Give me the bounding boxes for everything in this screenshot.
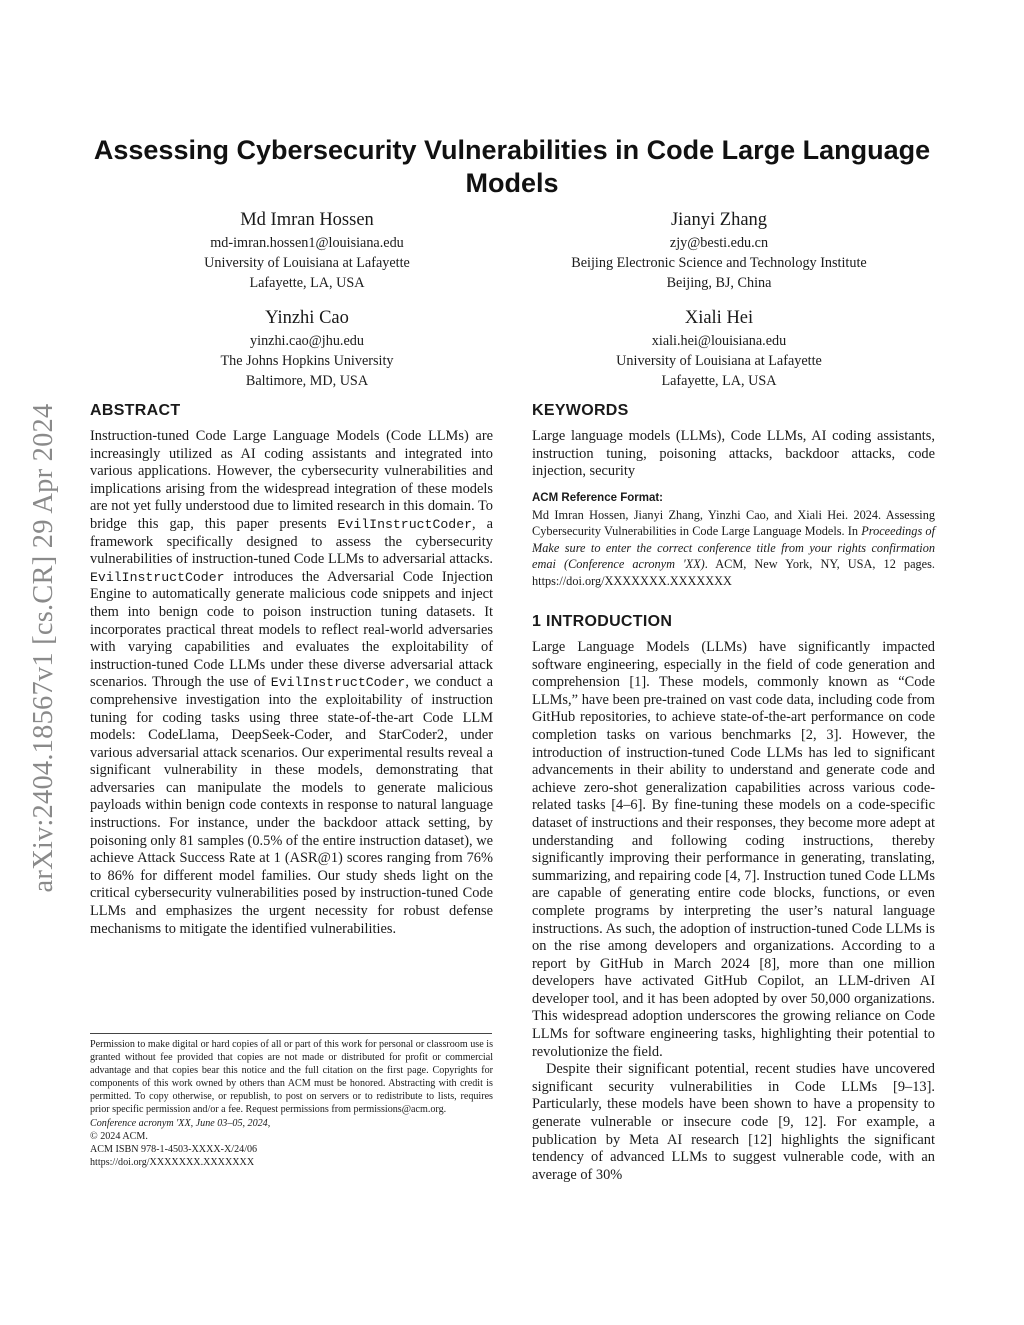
author-affiliation: Beijing Electronic Science and Technology Institute bbox=[571, 255, 867, 271]
conference-line: Conference acronym 'XX, June 03–05, 2024, bbox=[90, 1117, 271, 1129]
author-email: xiali.hei@louisiana.edu bbox=[651, 333, 787, 349]
acm-reference-text bbox=[532, 507, 935, 589]
author-block bbox=[529, 305, 909, 391]
author-name: Md Imran Hossen bbox=[240, 210, 374, 230]
acm-reference-heading: ACM Reference Format: bbox=[532, 492, 663, 504]
copyright-line: © 2024 ACM. bbox=[90, 1130, 148, 1142]
tool-name: EvilInstructCoder bbox=[90, 569, 225, 585]
author-name: Jianyi Zhang bbox=[670, 210, 768, 230]
abstract-text: , we conduct a comprehensive investigation into the exploitability of instruction tuning for coding tasks using three state-of-the-art Code LLM models: CodeLlama, DeepSeek-Coder, and StarCoder2, under various adversarial attack scenarios. Our experimental results reveal a significant vulnerability in these models, demonstrating that adversaries can manipulate the models to generate malicious payloads within benign code contexts in response to natural language instructions. For instance, under the backdoor attack setting, by poisoning only 81 samples (0.5% of the entire instruction dataset), we achieve Attack Success Rate at 1 (ASR@1) scores ranging from 76% to 86% for different model families. Our study sheds light on the critical cybersecurity vulnerabilities posed by instruction-tuned Code LLMs and emphasizes the urgent necessity for robust defense mechanisms to mitigate the identified vulnerabilities. bbox=[90, 674, 493, 937]
introduction-body bbox=[532, 639, 935, 1184]
tool-name: EvilInstructCoder bbox=[270, 675, 406, 691]
reference-part: Md Imran Hossen, Jianyi Zhang, Yinzhi Cao, and Xiali Hei. 2024. Assessing Cybersecurity Vulnerabilities in Code Large Language Models. In bbox=[532, 508, 935, 539]
author-location: Baltimore, MD, USA bbox=[245, 373, 369, 389]
paper-title: Assessing Cybersecurity Vulnerabilities in Code Large Language Models bbox=[93, 135, 931, 198]
abstract-text: , a framework specifically designed to assess the cybersecurity vulnerabilities of instruction-tuned Code LLMs to adversarial attacks. bbox=[90, 515, 493, 568]
author-location: Beijing, BJ, China bbox=[666, 275, 772, 291]
author-location: Lafayette, LA, USA bbox=[661, 373, 777, 389]
keywords-body bbox=[532, 428, 935, 481]
permission-notice: Permission to make digital or hard copies of all or part of this work for personal or classroom use is granted without fee provided that copies are not made or distributed for profit or commercial advantage and that copies bear this notice and the full citation on the first page. Copyrights for components of this work owned by others than ACM must be honored. Abstracting with credit is permitted. To copy otherwise, or republish, to post on servers or to redistribute to lists, requires prior specific permission and/or a fee. Request permissions from permissions@acm.org. bbox=[90, 1039, 493, 1116]
author-block bbox=[117, 305, 497, 391]
acm-reference bbox=[532, 492, 935, 589]
author-name: Yinzhi Cao bbox=[265, 308, 349, 328]
author-block bbox=[117, 207, 497, 293]
introduction-paragraph: Large Language Models (LLMs) have significantly impacted software engineering, especially in the field of code generation and comprehension [1]. These models, commonly known as “Code LLMs,” have been pre-trained on vast code data, including code from GitHub repositories, to achieve state-of-the-art performance on code completion tasks on various benchmarks [2, 3]. However, the introduction of instruction-tuned Code LLMs has led to significant advancements in their ability to understand and generate code and achieve zero-shot generalization capabilities across various code-related tasks [4–6]. By fine-tuning these models on a code-specific dataset of instructions and their responses, they become more adept at understanding and following coding instructions, thereby significantly improving their performance in generating, translating, summarizing, and repairing code [4, 7]. Instruction tuned Code LLMs are capable of generating entire code blocks, functions, or even complete programs by interpreting the user’s natural language instructions. As such, the adoption of instruction-tuned Code LLMs is on the rise among developers and organizations. According to a report by GitHub in March 2024 [8], more than one million developers have activated GitHub Copilot, an LLM-driven AI developer tool, and it has been adopted by over 50,000 organizations. This widespread adoption underscores the growing reliance on Code LLMs for software engineering tasks, highlighting their potential to revolutionize the field. bbox=[532, 639, 935, 1060]
author-email: zjy@besti.edu.cn bbox=[669, 235, 769, 251]
author-affiliation: University of Louisiana at Lafayette bbox=[204, 255, 410, 271]
abstract-text: introduces the Adversarial Code Injection Engine to automatically generate malicious code snippets and inject them into benign code to poison instruction tuning datasets. It incorporates practical threat models to reflect real-world adversaries with varying capabilities and evaluates the exploitability of instruction-tuned Code LLMs under these diverse adversarial attack scenarios. Through the use of bbox=[90, 568, 493, 691]
reference-part: . ACM, New York, NY, USA, 12 pages. https://doi.org/XXXXXXX.XXXXXXX bbox=[532, 557, 935, 588]
keywords-text: Large language models (LLMs), Code LLMs, AI coding assistants, instruction tuning, poisoning attacks, backdoor attacks, code injection, security bbox=[532, 428, 935, 480]
introduction-paragraph: Despite their significant potential, recent studies have uncovered significant security vulnerabilities in Code LLMs [9–13]. Particularly, these models have been shown to have a propensity to generate vulnerable or insecure code [9, 12]. For example, a publication by Meta AI research [12] highlights the significant tendency of advanced LLMs to suggest vulnerable code, with an average of 30% bbox=[532, 1061, 935, 1183]
author-email: md-imran.hossen1@louisiana.edu bbox=[210, 235, 404, 251]
copyright-footnote bbox=[90, 1038, 493, 1169]
author-email: yinzhi.cao@jhu.edu bbox=[250, 333, 364, 349]
isbn-line: ACM ISBN 978-1-4503-XXXX-X/24/06 bbox=[90, 1143, 258, 1155]
arxiv-sidebar-stamp bbox=[20, 355, 68, 940]
tool-name: EvilInstructCoder bbox=[337, 516, 473, 532]
introduction-heading: 1 INTRODUCTION bbox=[532, 613, 673, 630]
author-affiliation: University of Louisiana at Lafayette bbox=[616, 353, 822, 369]
author-block bbox=[529, 207, 909, 293]
abstract-paragraph bbox=[90, 428, 493, 938]
doi-line: https://doi.org/XXXXXXX.XXXXXXX bbox=[90, 1156, 255, 1168]
author-affiliation: The Johns Hopkins University bbox=[220, 353, 394, 369]
abstract-text: Instruction-tuned Code Large Language Models (Code LLMs) are increasingly utilized as AI coding assistants and integrated into various applications. However, the cybersecurity vulnerabilities and implications arising from the widespread integration of these models are not yet fully understood due to limited research in this domain. To bridge this gap, this paper presents bbox=[90, 428, 493, 532]
keywords-heading: KEYWORDS bbox=[532, 402, 629, 419]
abstract-body bbox=[90, 428, 493, 938]
author-location: Lafayette, LA, USA bbox=[249, 275, 365, 291]
reference-venue: Proceedings of Make sure to enter the correct conference title from your rights confirmation emai (Conference acronym 'XX) bbox=[532, 524, 935, 572]
arxiv-identifier: arXiv:2404.18567v1 [cs.CR] 29 Apr 2024 bbox=[28, 403, 59, 892]
footnote-divider bbox=[90, 1033, 492, 1034]
abstract-heading: ABSTRACT bbox=[90, 402, 181, 419]
author-name: Xiali Hei bbox=[684, 308, 754, 328]
